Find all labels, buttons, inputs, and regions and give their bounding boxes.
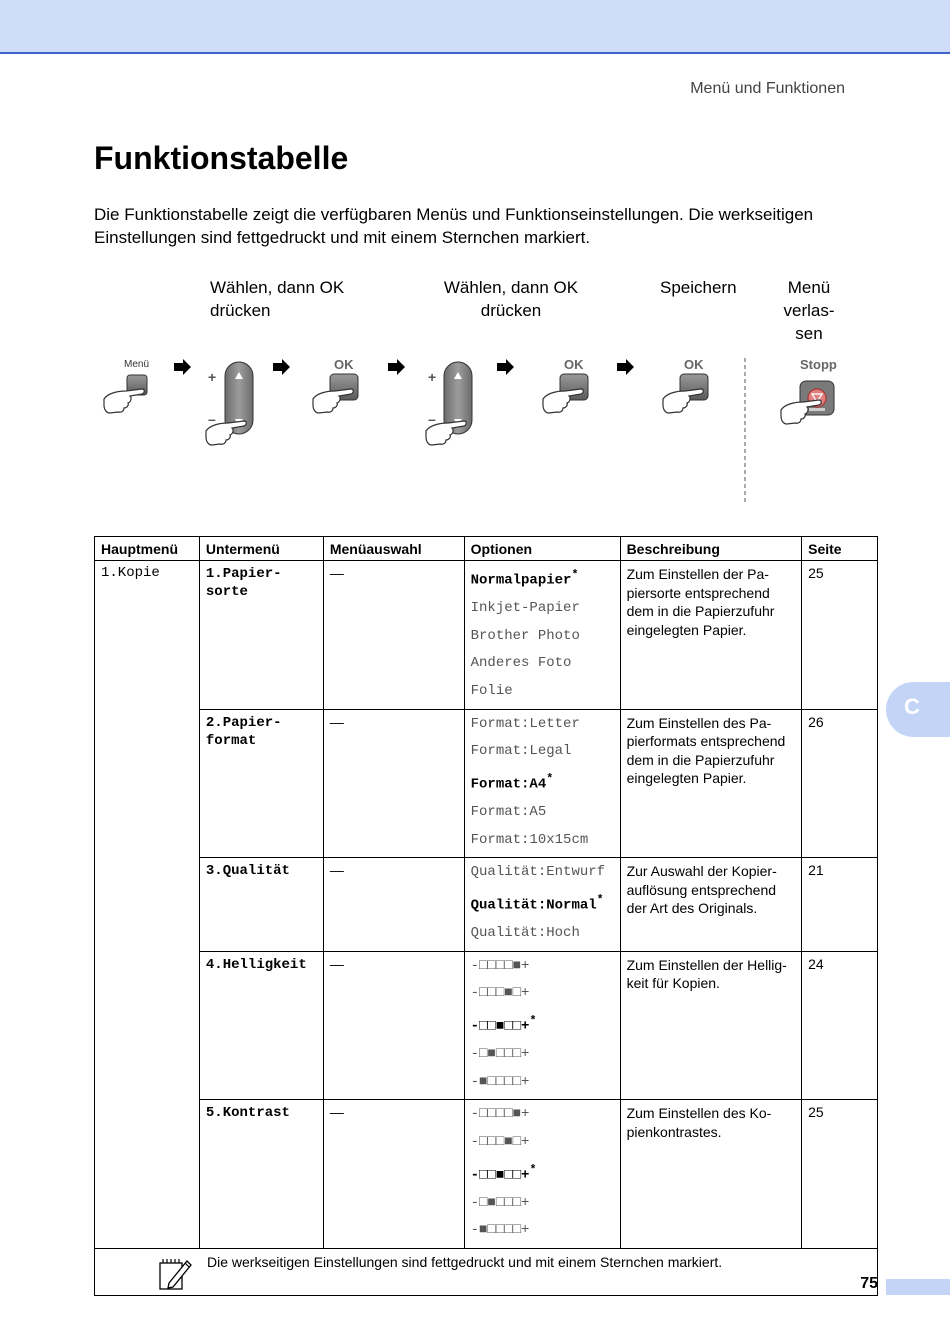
option-item: -□■□□□+	[470, 1194, 530, 1211]
minus-label: –	[428, 411, 436, 427]
option-item: -■□□□□+	[470, 1073, 530, 1090]
default-marker: *	[546, 771, 554, 786]
option-item: Format:A4*	[470, 771, 554, 793]
intro-paragraph: Die Funktionstabelle zeigt die verfügbaren Menüs und Funktionseinstellungen. Die werkseitigen Einstellungen sind fettgedruckt und mit einem Sternchen markiert.	[94, 205, 814, 247]
menu-selection-cell: —	[323, 951, 464, 1100]
step-label-select-ok-2: Wählen, dann OK drücken	[443, 278, 579, 320]
header-options: Optionen	[464, 537, 620, 561]
up-down-rocker-icon	[426, 362, 472, 445]
table-row	[95, 858, 878, 951]
header-main-menu: Hauptmenü	[95, 537, 200, 561]
option-item: Qualität:Hoch	[470, 925, 580, 942]
page-title: Funktionstabelle	[94, 140, 349, 176]
arrow-right-icon	[617, 359, 634, 375]
option-item: Format:10x15cm	[470, 831, 589, 848]
arrow-right-icon	[388, 359, 405, 375]
chapter-tab-label: C	[904, 694, 920, 719]
page-cell: 26	[802, 709, 878, 858]
menu-selection-cell: —	[323, 1100, 464, 1249]
plus-label: +	[208, 369, 217, 385]
default-marker: *	[529, 1013, 537, 1028]
option-item: Anderes Foto	[470, 655, 572, 672]
page-cell: 25	[802, 1100, 878, 1249]
ok-key-icon	[663, 357, 708, 413]
ok-key-label: OK	[684, 357, 704, 372]
description-cell: Zur Auswahl der Kopier-auflösung entsprechend der Art des Originals.	[620, 858, 802, 951]
option-item: -■□□□□+	[470, 1222, 530, 1239]
header-page: Seite	[802, 537, 878, 561]
note-cell	[95, 1248, 878, 1295]
page-cell: 24	[802, 951, 878, 1100]
header-description: Beschreibung	[620, 537, 802, 561]
option-item: -□□□□■+	[470, 1106, 530, 1123]
option-item: Qualität:Normal*	[470, 892, 604, 914]
step-label-select-ok-1: Wählen, dann OK drücken	[210, 278, 345, 320]
table-row	[95, 1100, 878, 1249]
table-header-row	[95, 537, 878, 561]
header-menu-selection: Menüauswahl	[323, 537, 464, 561]
arrow-right-icon	[273, 359, 290, 375]
note-pencil-icon	[157, 1255, 193, 1291]
stop-key-label: Stopp	[800, 357, 837, 372]
note-row	[95, 1248, 878, 1295]
menu-selection-cell: —	[323, 709, 464, 858]
options-cell	[464, 1100, 620, 1249]
option-item: Qualität:Entwurf	[470, 864, 606, 881]
submenu-cell: 5.Kontrast	[199, 1100, 323, 1249]
table-row	[95, 951, 878, 1100]
option-item: Format:A5	[470, 804, 547, 821]
table-row	[95, 709, 878, 858]
options-cell	[464, 951, 620, 1100]
main-menu-cell: 1.Kopie	[95, 561, 200, 1249]
option-item: -□□□□■+	[470, 957, 530, 974]
menu-key-icon	[104, 359, 149, 413]
arrow-right-icon	[497, 359, 514, 375]
page-cell: 21	[802, 858, 878, 951]
table-row	[95, 561, 878, 710]
menu-selection-cell: —	[323, 561, 464, 710]
option-item: Format:Legal	[470, 743, 572, 760]
description-cell: Zum Einstellen des Pa-pierformats entsprechend dem in die Papierzufuhr eingelegten Papier.	[620, 709, 802, 858]
step-label-exit-menu: Menü verlas-sen	[783, 278, 835, 343]
option-item: -□□□■□+	[470, 985, 530, 1002]
arrow-right-icon	[174, 359, 191, 375]
up-down-rocker-icon	[206, 362, 253, 445]
option-item: Folie	[470, 683, 513, 700]
note-text: Die werkseitigen Einstellungen sind fettgedruckt und mit einem Sternchen markiert.	[207, 1253, 723, 1270]
running-header: Menü und Funktionen	[690, 80, 845, 97]
chapter-tab	[886, 682, 950, 737]
options-cell	[464, 858, 620, 951]
ok-key-icon	[543, 357, 588, 413]
submenu-cell: 1.Papier- sorte	[199, 561, 323, 710]
header-submenu: Untermenü	[199, 537, 323, 561]
minus-label: –	[208, 411, 216, 427]
menu-key-label: Menü	[124, 359, 150, 370]
default-marker: *	[571, 568, 579, 582]
page-cell: 25	[802, 561, 878, 710]
option-item: -□□■□□+*	[470, 1162, 537, 1184]
key-sequence-diagram	[0, 0, 950, 520]
plus-label: +	[428, 369, 437, 385]
option-item: -□□□■□+	[470, 1133, 530, 1150]
option-item: -□□■□□+*	[470, 1013, 537, 1035]
ok-key-label: OK	[334, 357, 354, 372]
ok-key-label: OK	[564, 357, 584, 372]
default-marker: *	[529, 1162, 537, 1177]
submenu-cell: 2.Papier- format	[199, 709, 323, 858]
function-table	[94, 536, 878, 1296]
options-cell	[464, 561, 620, 710]
option-item: -□■□□□+	[470, 1046, 530, 1063]
description-cell: Zum Einstellen der Hellig-keit für Kopien.	[620, 951, 802, 1100]
ok-key-icon	[313, 357, 358, 413]
option-item: Brother Photo	[470, 627, 580, 644]
default-marker: *	[596, 892, 604, 907]
option-item: Format:Letter	[470, 715, 580, 732]
stop-key-icon	[781, 357, 837, 424]
option-item: Inkjet-Papier	[470, 600, 580, 617]
submenu-cell: 4.Helligkeit	[199, 951, 323, 1100]
description-cell: Zum Einstellen der Pa-piersorte entsprechend dem in die Papierzufuhr eingelegten Papier.	[620, 561, 802, 710]
page-number: 75	[860, 1275, 878, 1292]
option-item: Normalpapier*	[470, 568, 579, 589]
options-cell	[464, 709, 620, 858]
description-cell: Zum Einstellen des Ko-pienkontrastes.	[620, 1100, 802, 1249]
step-label-save: Speichern	[660, 278, 737, 297]
submenu-cell: 3.Qualität	[199, 858, 323, 951]
footer-bar	[886, 1279, 950, 1295]
menu-selection-cell: —	[323, 858, 464, 951]
